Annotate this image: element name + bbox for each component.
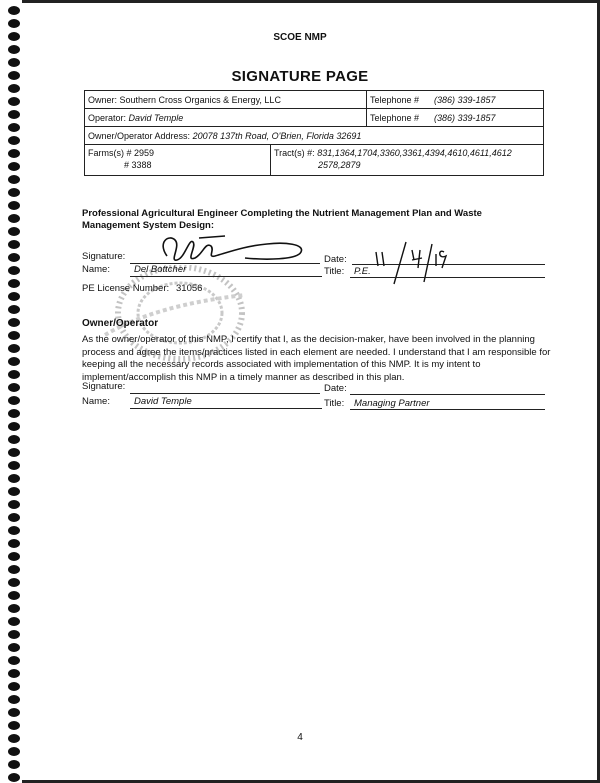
engineer-signature-label: Signature: <box>82 251 126 262</box>
binding-hole <box>8 565 20 574</box>
telephone-value: (386) 339-1857 <box>434 94 496 105</box>
binding-hole <box>8 344 20 353</box>
binding-hole <box>8 175 20 184</box>
spiral-binding <box>0 0 28 783</box>
binding-hole <box>8 474 20 483</box>
binding-hole <box>8 279 20 288</box>
tracts-value-2: 2578,2879 <box>318 160 361 170</box>
binding-hole <box>8 500 20 509</box>
binding-hole <box>8 747 20 756</box>
owner-value: Southern Cross Organics & Energy, LLC <box>119 94 281 105</box>
owner-date-label: Date: <box>324 383 347 394</box>
binding-hole <box>8 435 20 444</box>
engineer-name-value: Del Bottcher <box>134 264 187 275</box>
binding-hole <box>8 695 20 704</box>
owner-date-line <box>350 394 545 395</box>
owner-operator-statement: As the owner/operator of this NMP, I certify that I, as the decision-maker, have been involved in the planning process and agree the items/practices listed in each element are needed. I understand that I am responsible for keeping all the necessary records associated with implementation of this NMP. It is my intent to implement/accomplish this NMP in a timely manner as described in this plan. <box>82 334 551 383</box>
owner-name-value: David Temple <box>134 396 192 407</box>
binding-hole <box>8 227 20 236</box>
owner-operator-heading: Owner/Operator <box>82 318 159 329</box>
operator-label: Operator: <box>88 112 127 123</box>
pe-license-value: 31056 <box>176 283 203 294</box>
telephone-value-2: (386) 339-1857 <box>434 112 496 123</box>
tracts-label: Tract(s) #: <box>274 148 315 158</box>
engineer-name-line <box>130 276 322 277</box>
engineer-name-label: Name: <box>82 264 110 275</box>
binding-hole <box>8 305 20 314</box>
owner-signature-label: Signature: <box>82 381 126 392</box>
binding-hole <box>8 6 20 15</box>
binding-hole <box>8 19 20 28</box>
binding-hole <box>8 97 20 106</box>
binding-hole <box>8 214 20 223</box>
page-title: SIGNATURE PAGE <box>231 68 369 85</box>
binding-hole <box>8 682 20 691</box>
binding-hole <box>8 110 20 119</box>
farms-row <box>85 145 543 175</box>
binding-hole <box>8 357 20 366</box>
page-number: 4 <box>297 732 303 743</box>
binding-hole <box>8 292 20 301</box>
owner-label: Owner: <box>88 94 118 105</box>
page-border-top <box>22 0 600 3</box>
binding-hole <box>8 84 20 93</box>
binding-hole <box>8 370 20 379</box>
engineer-title-line <box>350 277 545 278</box>
engineer-date-handwriting <box>368 238 458 288</box>
binding-hole <box>8 331 20 340</box>
address-row <box>85 127 543 145</box>
binding-hole <box>8 136 20 145</box>
document-header: SCOE NMP <box>273 32 327 43</box>
engineer-section-heading: Professional Agricultural Engineer Completing the Nutrient Management Plan and Waste Management System Design: <box>82 208 482 231</box>
engineer-title-value: P.E. <box>354 266 371 277</box>
binding-hole <box>8 513 20 522</box>
binding-hole <box>8 604 20 613</box>
binding-hole <box>8 578 20 587</box>
binding-hole <box>8 58 20 67</box>
binding-hole <box>8 266 20 275</box>
address-value: 20078 137th Road, O'Brien, Florida 32691 <box>192 130 362 141</box>
binding-hole <box>8 45 20 54</box>
binding-hole <box>8 760 20 769</box>
owner-title-line <box>350 409 545 410</box>
engineer-signature-image <box>155 232 315 266</box>
binding-hole <box>8 253 20 262</box>
binding-hole <box>8 396 20 405</box>
binding-hole <box>8 487 20 496</box>
binding-hole <box>8 188 20 197</box>
tracts-value-1: 831,1364,1704,3360,3361,4394,4610,4611,4612 <box>317 148 512 158</box>
owner-title-label: Title: <box>324 398 345 409</box>
binding-hole <box>8 318 20 327</box>
binding-hole <box>8 201 20 210</box>
operator-row <box>85 109 543 127</box>
binding-hole <box>8 409 20 418</box>
binding-hole <box>8 240 20 249</box>
owner-name-line <box>130 408 322 409</box>
farms-label: Farms(s) # 2959 <box>88 148 155 158</box>
binding-hole <box>8 162 20 171</box>
binding-hole <box>8 383 20 392</box>
binding-hole <box>8 669 20 678</box>
farms-second: # 3388 <box>124 160 152 170</box>
owner-info-table <box>84 90 544 176</box>
telephone-label-2: Telephone # <box>370 112 420 123</box>
binding-hole <box>8 461 20 470</box>
binding-hole <box>8 552 20 561</box>
binding-hole <box>8 656 20 665</box>
binding-hole <box>8 630 20 639</box>
binding-hole <box>8 591 20 600</box>
binding-hole <box>8 773 20 782</box>
operator-value: David Temple <box>128 112 184 123</box>
owner-title-value: Managing Partner <box>354 398 430 409</box>
binding-hole <box>8 123 20 132</box>
binding-hole <box>8 617 20 626</box>
owner-name-label: Name: <box>82 396 110 407</box>
telephone-label: Telephone # <box>370 94 420 105</box>
binding-hole <box>8 526 20 535</box>
binding-hole <box>8 708 20 717</box>
binding-hole <box>8 149 20 158</box>
owner-row <box>85 91 543 109</box>
binding-hole <box>8 643 20 652</box>
address-label: Owner/Operator Address: <box>88 130 191 141</box>
engineer-title-label: Title: <box>324 266 345 277</box>
pe-license-label: PE License Number: <box>82 283 170 294</box>
binding-hole <box>8 539 20 548</box>
owner-signature-line <box>130 393 320 394</box>
binding-hole <box>8 721 20 730</box>
binding-hole <box>8 422 20 431</box>
binding-hole <box>8 448 20 457</box>
engineer-date-label: Date: <box>324 254 347 265</box>
